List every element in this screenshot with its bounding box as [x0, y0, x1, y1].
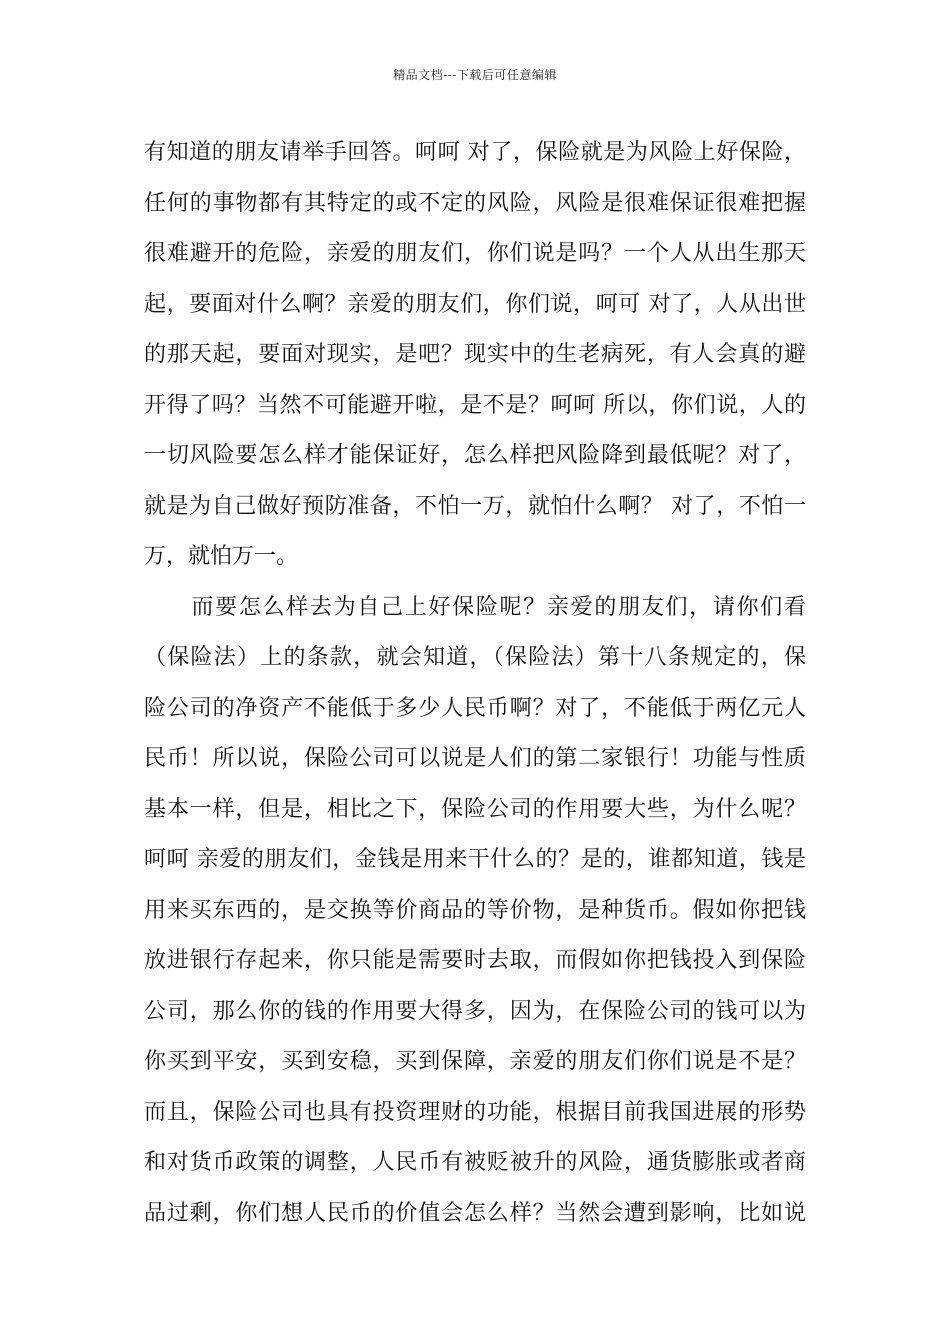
text-line: 和对货币政策的调整，人民币有被贬被升的风险，通货膨胀或者商 — [144, 1150, 806, 1175]
text-line: 品过剩，你们想人民币的价值会怎么样？当然会遭到影响，比如说 — [144, 1200, 806, 1226]
text-line: 而且，保险公司也具有投资理财的功能，根据目前我国进展的形势 — [144, 1099, 806, 1125]
document-body — [144, 128, 806, 1239]
text-line: 险公司的净资产不能低于多少人民币啊？对了，不能低于两亿元人 — [144, 695, 806, 721]
text-line: 的那天起，要面对现实，是吧？现实中的生老病死，有人会真的避 — [144, 342, 806, 367]
text-line: 很难避开的危险，亲爱的朋友们，你们说是吗？一个人从出生那天 — [144, 241, 806, 266]
text-line: （保险法）上的条款，就会知道，（保险法）第十八条规定的，保 — [144, 645, 806, 670]
text-line: 一切风险要怎么样才能保证好，怎么样把风险降到最低呢？对了， — [144, 443, 806, 468]
text-line: 有知道的朋友请举手回答。呵呵 对了，保险就是为风险上好保险， — [144, 140, 806, 165]
text-line: 用来买东西的，是交换等价商品的等价物，是种货币。假如你把钱 — [144, 897, 806, 923]
page-header: 精品文档---下载后可任意编辑 — [393, 68, 557, 82]
text-line: 开得了吗？当然不可能避开啦，是不是？呵呵 所以，你们说，人的 — [144, 392, 806, 418]
text-line: 就是为自己做好预防准备，不怕一万，就怕什么啊？ 对了，不怕一 — [144, 493, 806, 519]
text-line: 呵呵 亲爱的朋友们，金钱是用来干什么的？是的，谁都知道，钱是 — [144, 847, 806, 872]
text-line: 起，要面对什么啊？亲爱的朋友们，你们说，呵可 对了，人从出世 — [144, 291, 806, 317]
paragraph-end-line: 万，就怕万一。 — [144, 544, 299, 569]
text-line: 民币！所以说，保险公司可以说是人们的第二家银行！功能与性质 — [144, 746, 806, 771]
text-line: 放进银行存起来，你只能是需要时去取，而假如你把钱投入到保险 — [144, 948, 806, 973]
paragraph-start-line: 而要怎么样去为自己上好保险呢？亲爱的朋友们，请你们看 — [144, 594, 806, 620]
text-line: 基本一样，但是，相比之下，保险公司的作用要大些，为什么呢？ — [144, 796, 806, 822]
text-line: 任何的事物都有其特定的或不定的风险，风险是很难保证很难把握 — [144, 190, 806, 216]
text-line: 公司，那么你的钱的作用要大得多，因为，在保险公司的钱可以为 — [144, 998, 806, 1024]
text-line: 你买到平安，买到安稳，买到保障，亲爱的朋友们你们说是不是？ — [144, 1049, 806, 1074]
